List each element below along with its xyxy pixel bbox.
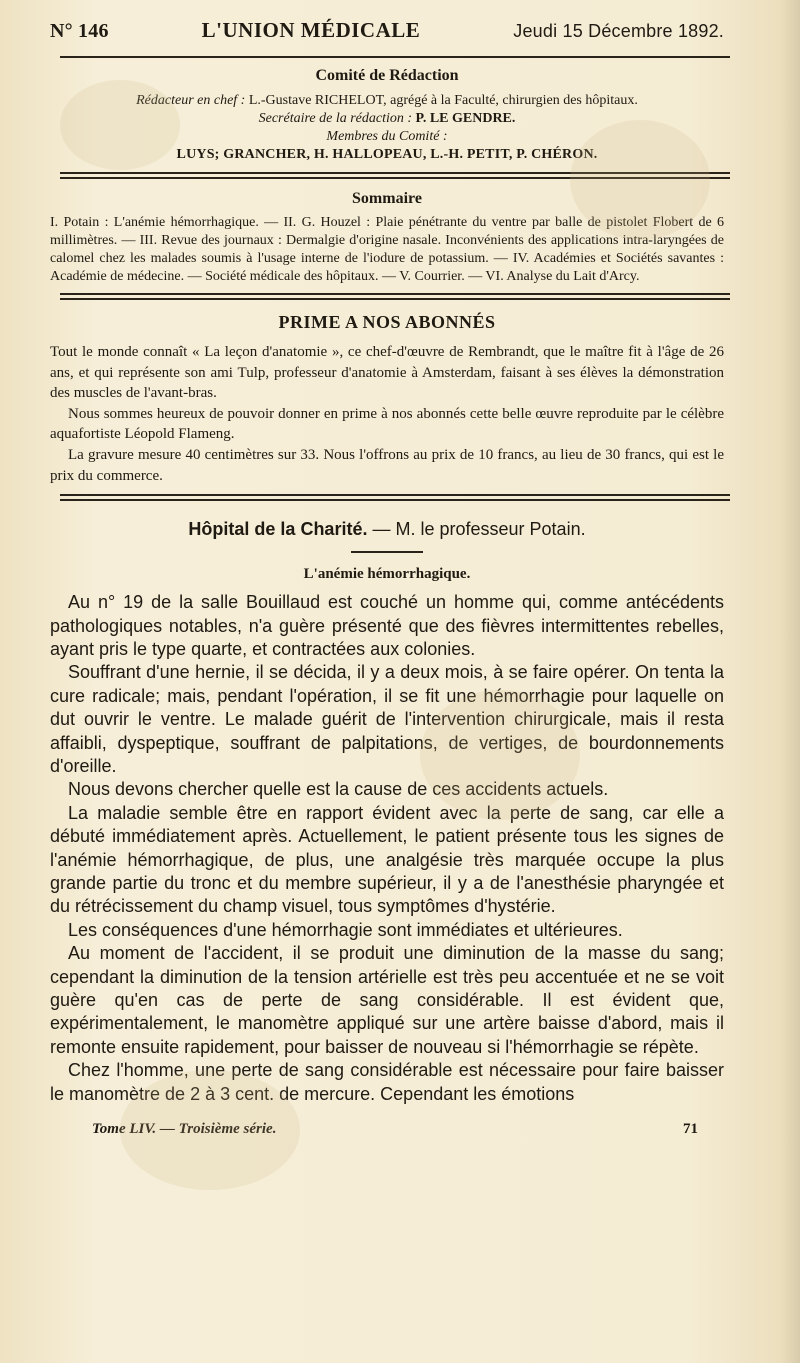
- issue-date: Jeudi 15 Décembre 1892.: [513, 21, 724, 41]
- journal-title: L'UNION MÉDICALE: [201, 18, 421, 42]
- article-paragraph: Souffrant d'une hernie, il se décida, il y a deux mois, à se faire opérer. On tenta la cure radicale; mais, pendant l'opération, il se fit une hémorrhagie pour laquelle on dut ouvrir le ventre. Le malade guérit de l'intervention chirurgicale, mais il resta affaibli, dyspeptique, souffrant de palpitations, de vertiges, de bourdonnements d'oreille.: [50, 662, 724, 777]
- article-paragraph: Nous devons chercher quelle est la cause de ces accidents actuels.: [68, 779, 609, 800]
- header-rule: [60, 56, 730, 58]
- article-paragraph: Chez l'homme, une perte de sang considérable est nécessaire pour faire baisser le manomètre de 2 à 3 cent. de mercure. Cependant les émotions: [50, 1060, 724, 1104]
- volume-info: Tome LIV. — Troisième série.: [92, 1120, 277, 1137]
- summary-title: Sommaire: [352, 189, 422, 207]
- article-paragraph: Au moment de l'accident, il se produit une diminution de la masse du sang; cependant la diminution de la tension artérielle est très peu accentuée et ne se voit guère qu'en cas de perte de sang considérable. Il est évident que, expérimentalement, le manomètre appliqué sur une artère baisse d'abord, mais il remonte ensuite rapidement, pour baisser de nouveau si l'hémorrhagie se répète.: [50, 943, 724, 1057]
- article-paragraph: Au n° 19 de la salle Bouillaud est couché un homme qui, comme antécédents pathologiques notables, n'a guère présenté que des fièvres intermittentes rebelles, ayant pris le type quarte, et contractées aux colonies.: [50, 592, 724, 660]
- secretary-name: P. LE GENDRE.: [415, 110, 516, 126]
- offer-title: PRIME A NOS ABONNÉS: [278, 312, 496, 333]
- hospital-name: Hôpital de la Charité.: [188, 519, 368, 540]
- offer-paragraph-2: Nous sommes heureux de pouvoir donner en prime à nos abonnés cette belle œuvre reproduite par le célèbre aquafortiste Léopold Flameng.: [50, 405, 724, 443]
- chief-editor-line: [50, 92, 724, 110]
- chief-editor-name: L.-Gustave RICHELOT, agrégé à la Faculté, chirurgien des hôpitaux.: [248, 93, 638, 109]
- subscriber-offer: [50, 312, 724, 486]
- article-author: — M. le professeur Potain.: [372, 519, 586, 540]
- chief-editor-label: Rédacteur en chef :: [136, 93, 246, 109]
- offer-paragraph-3: La gravure mesure 40 centimètres sur 33. Nous l'offrons au prix de 10 francs, au lieu de 30 francs, qui est le prix du commerce.: [50, 446, 724, 484]
- offer-divider: [60, 494, 730, 501]
- committee-members: LUYS; GRANCHER, H. HALLOPEAU, L.-H. PETIT, P. CHÉRON.: [176, 146, 598, 162]
- secretary-line: [50, 110, 724, 128]
- page-header: [50, 18, 724, 44]
- secretary-label: Secrétaire de la rédaction :: [258, 110, 413, 126]
- summary-section: [50, 189, 724, 286]
- summary-divider: [60, 293, 730, 300]
- title-short-rule: [351, 551, 423, 553]
- page-number: 71: [683, 1120, 698, 1137]
- editorial-committee: [50, 66, 724, 164]
- article: [50, 519, 724, 1106]
- article-title: [50, 519, 724, 541]
- committee-title: Comité de Rédaction: [315, 66, 459, 84]
- members-label: Membres du Comité :: [326, 128, 448, 144]
- committee-divider: [60, 172, 730, 179]
- article-paragraph: Les conséquences d'une hémorrhagie sont immédiates et ultérieures.: [68, 919, 623, 940]
- summary-text: I. Potain : L'anémie hémorrhagique. — II. G. Houzel : Plaie pénétrante du ventre par balle de pistolet Flobert de 6 millimètres. — III. Revue des journaux : Dermalgie d'origine nasale. Inconvénients des applications intra-laryngées de calomel chez les malades soumis à l'usage interne de l'iodure de potassium. — IV. Académies et Sociétés savantes : Académie de médecine. — Société médicale des hôpitaux. — V. Courrier. — VI. Analyse du Lait d'Arcy.: [50, 215, 724, 284]
- article-subtitle: L'anémie hémorrhagique.: [303, 566, 471, 583]
- article-paragraph: La maladie semble être en rapport évident avec la perte de sang, car elle a débuté immédiatement après. Actuellement, le patient présente tous les signes de l'anémie hémorrhagique, de plus, une analgésie très marquée occupe la plus grande partie du tronc et du membre supérieur, il y a de l'anesthésie pharyngée et du rétrécissement du champ visuel, tous symptômes d'hystérie.: [50, 802, 724, 917]
- page-footer: [50, 1120, 724, 1138]
- offer-paragraph-1: Tout le monde connaît « La leçon d'anatomie », ce chef-d'œuvre de Rembrandt, que le maître fit à l'âge de 26 ans, et qui représente son ami Tulp, professeur d'anatomie à Amsterdam, faisant à ses élèves la démonstration des muscles de l'avant-bras.: [50, 344, 724, 402]
- issue-number: N° 146: [50, 20, 109, 42]
